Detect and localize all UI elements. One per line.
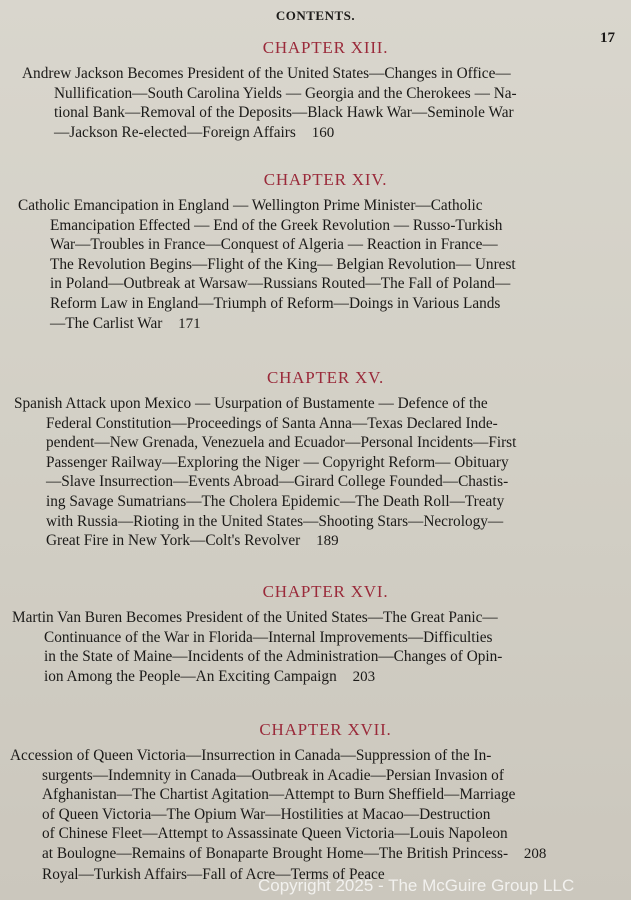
- summary-line: pendent—New Grenada, Venezuela and Ecuador—Personal Incidents—First: [46, 434, 517, 452]
- summary-line: Accession of Queen Victoria—Insurrection in Canada—Suppression of the In-: [10, 747, 492, 764]
- summary-line: Reform Law in England—Triumph of Reform—Doings in Various Lands: [50, 294, 501, 312]
- summary-line: War—Troubles in France—Conquest of Algeria — Reaction in France—: [50, 236, 498, 254]
- chapter-xiv: [0, 170, 631, 334]
- summary-line: —Slave Insurrection—Events Abroad—Girard College Founded—Chastis-: [46, 473, 509, 491]
- summary-line: The Revolution Begins—Flight of the King— Belgian Revolution— Unrest: [50, 255, 516, 273]
- summary-line: Continuance of the War in Florida—Internal Improvements—Difficulties: [44, 628, 493, 646]
- summary-line: Passenger Railway—Exploring the Niger — Copyright Reform— Obituary: [46, 453, 509, 471]
- summary-line: of Chinese Fleet—Attempt to Assassinate Queen Victoria—Louis Napoleon: [42, 825, 508, 843]
- chapter-xv: [0, 368, 631, 552]
- summary-line: Great Fire in New York—Colt's Revolver: [46, 532, 301, 550]
- chapter-summary: [22, 64, 622, 143]
- summary-line: surgents—Indemnity in Canada—Outbreak in Acadie—Persian Invasion of: [42, 766, 504, 784]
- summary-line: at Boulogne—Remains of Bonaparte Brought Home—The British Princess-: [42, 844, 509, 862]
- summary-line: ing Savage Sumatrians—The Cholera Epidemic—The Death Roll—Treaty: [46, 492, 505, 510]
- summary-line: Nullification—South Carolina Yields — Georgia and the Cherokees — Na-: [54, 84, 517, 102]
- chapter-title: CHAPTER XIII.: [262, 38, 389, 57]
- chapter-title: CHAPTER XVII.: [259, 720, 392, 739]
- summary-line: tional Bank—Removal of the Deposits—Black Hawk War—Seminole War: [54, 104, 514, 122]
- chapter-page-number: 189: [316, 533, 339, 550]
- chapter-title: CHAPTER XV.: [266, 368, 385, 387]
- chapter-summary: [12, 608, 616, 687]
- page-number: 17: [600, 30, 615, 46]
- summary-last-line: [44, 667, 616, 688]
- summary-line-with-page: [42, 844, 610, 865]
- summary-line: with Russia—Rioting in the United States—Shooting Stars—Necrology—: [46, 512, 504, 530]
- summary-line: Afghanistan—The Chartist Agitation—Attempt to Burn Sheffield—Marriage: [42, 786, 516, 804]
- summary-line: in Poland—Outbreak at Warsaw—Russians Routed—The Fall of Poland—: [50, 275, 511, 293]
- chapter-title: CHAPTER XIV.: [263, 170, 388, 189]
- chapter-xvii: [0, 720, 631, 884]
- chapter-title: CHAPTER XVI.: [262, 582, 389, 601]
- summary-line: Federal Constitution—Proceedings of Santa Anna—Texas Declared Inde-: [46, 414, 498, 432]
- summary-line: of Queen Victoria—The Opium War—Hostilities at Macao—Destruction: [42, 805, 491, 823]
- summary-line: Emancipation Effected — End of the Greek Revolution — Russo-Turkish: [50, 216, 503, 234]
- summary-line: in the State of Maine—Incidents of the Administration—Changes of Opin-: [44, 648, 503, 666]
- chapter-summary: [18, 196, 622, 334]
- summary-line: —The Carlist War: [50, 314, 163, 332]
- running-head: CONTENTS.: [275, 8, 356, 23]
- chapter-summary: [10, 746, 610, 884]
- chapter-xiii: [0, 38, 631, 143]
- summary-last-line: [50, 314, 622, 335]
- chapter-summary: [14, 394, 618, 552]
- summary-last-line: [46, 531, 618, 552]
- summary-last-line: [54, 123, 622, 144]
- chapter-xvi: [0, 582, 631, 687]
- summary-line: Catholic Emancipation in England — Wellington Prime Minister—Catholic: [18, 197, 483, 214]
- summary-line: —Jackson Re-elected—Foreign Affairs: [54, 123, 296, 141]
- summary-line: Martin Van Buren Becomes President of the United States—The Great Panic—: [12, 609, 498, 626]
- chapter-page-number: 203: [352, 668, 376, 685]
- summary-line: Spanish Attack upon Mexico — Usurpation of Bustamente — Defence of the: [14, 395, 488, 412]
- summary-line: Andrew Jackson Becomes President of the United States—Changes in Office—: [22, 65, 511, 82]
- copyright-watermark: Copyright 2025 - The McGuire Group LLC: [258, 876, 575, 895]
- chapter-page-number: 208: [523, 845, 547, 862]
- chapter-page-number: 171: [178, 315, 201, 332]
- summary-line: ion Among the People—An Exciting Campaign: [44, 667, 337, 685]
- summary-line: Royal—Turkish Affairs—Fall of Acre—Terms of Peace: [42, 865, 385, 883]
- chapter-page-number: 160: [311, 124, 335, 141]
